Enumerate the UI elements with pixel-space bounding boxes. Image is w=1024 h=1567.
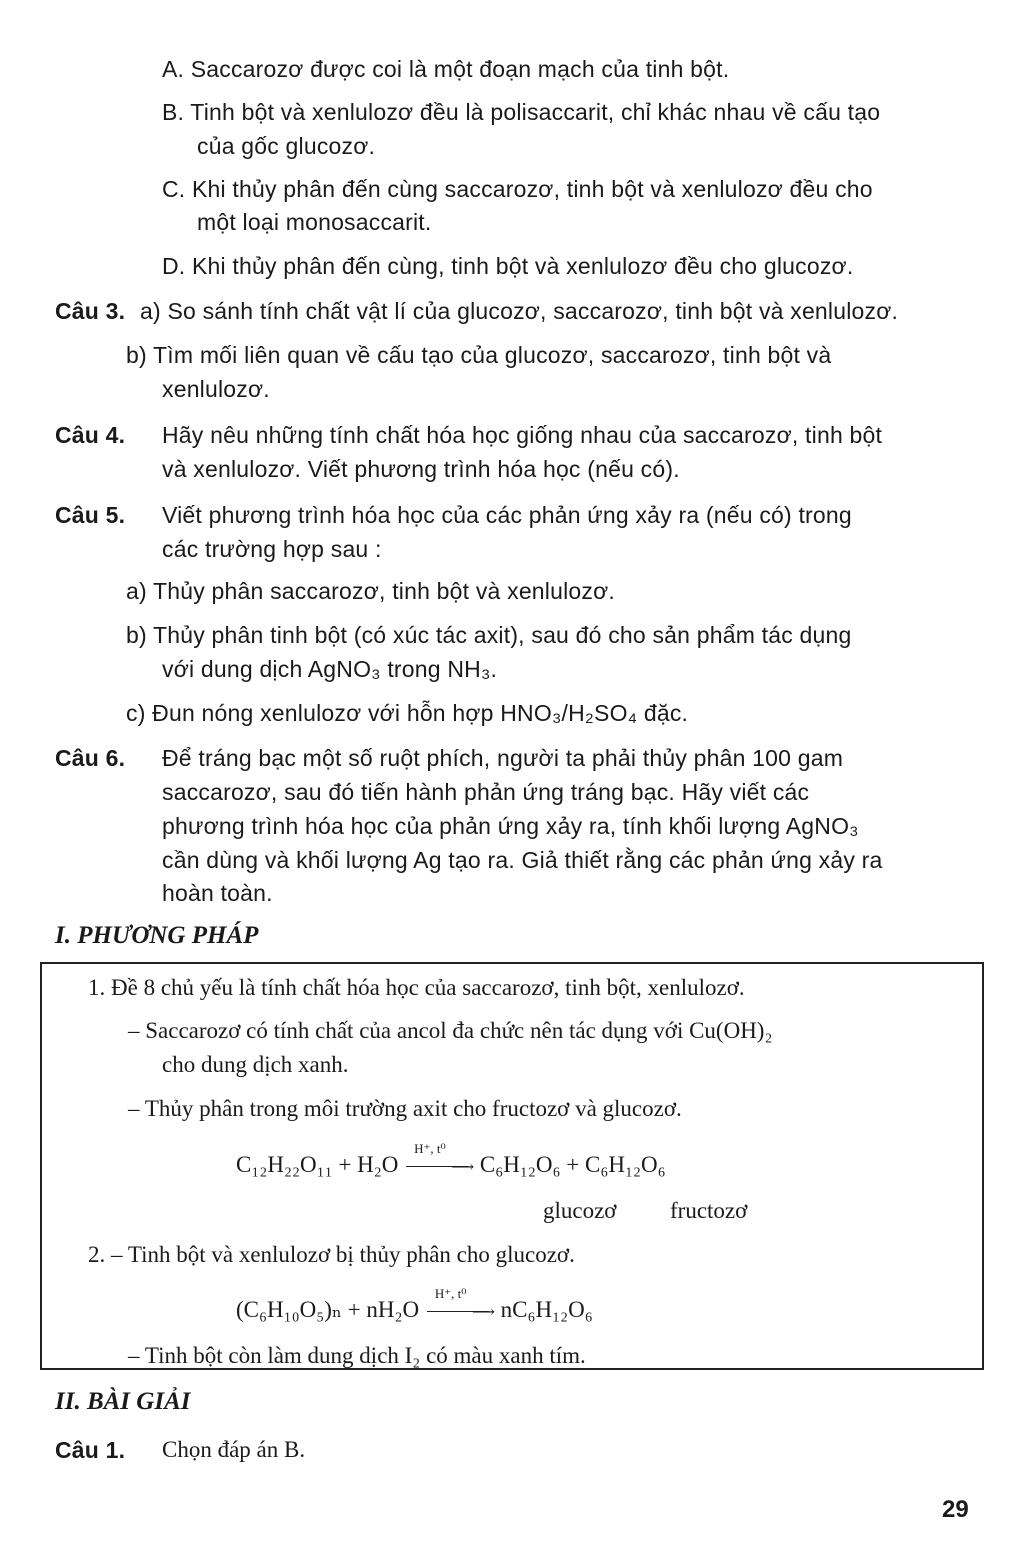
equation-2-condition: H⁺, t⁰ [434, 1285, 467, 1301]
option-a: A. Saccarozơ được coi là một đoạn mạch của tinh bột. [162, 56, 730, 82]
equation-1-label-glucozo: glucozơ [543, 1198, 617, 1223]
equation-1-left: C₁₂H₂₂O₁₁ + H₂O [236, 1152, 399, 1177]
cau6-label: Câu 6. [55, 745, 126, 771]
cau5-c: c) Đun nóng xenlulozơ với hỗn hợp HNO₃/H₂SO₄ đặc. [126, 700, 689, 726]
equation-2 [236, 1285, 593, 1323]
cau5-b-line2: với dung dịch AgNO₃ trong NH₃. [162, 656, 498, 682]
cau4-label: Câu 4. [55, 422, 126, 448]
section-1-title: I. PHƯƠNG PHÁP [55, 922, 259, 949]
cau1-answer: Chọn đáp án B. [162, 1437, 306, 1462]
cau5-label: Câu 5. [55, 502, 126, 528]
option-c-line1: C. Khi thủy phân đến cùng saccarozơ, tinh bột và xenlulozơ đều cho [162, 176, 873, 202]
cau6-line5: hoàn toàn. [162, 880, 273, 906]
cau6-line4: cần dùng và khối lượng Ag tạo ra. Giả thiết rằng các phản ứng xảy ra [162, 847, 883, 873]
cau5-line2: các trường hợp sau : [162, 536, 382, 562]
cau5-a: a) Thủy phân saccarozơ, tinh bột và xenlulozơ. [126, 578, 615, 604]
cau3-b-line1: b) Tìm mối liên quan về cấu tạo của glucozơ, saccarozơ, tinh bột và [126, 342, 832, 368]
option-d: D. Khi thủy phân đến cùng, tinh bột và xenlulozơ đều cho glucozơ. [162, 253, 854, 279]
box-bullet-1-line2: cho dung dịch xanh. [162, 1052, 349, 1077]
equation-2-left: (C₆H₁₀O₅)ₙ + nH₂O [236, 1297, 420, 1322]
equation-2-right: nC₆H₁₂O₆ [500, 1297, 593, 1322]
cau3-b-line2: xenlulozơ. [162, 376, 270, 402]
cau4-line2: và xenlulozơ. Viết phương trình hóa học (nếu có). [162, 456, 680, 482]
equation-1 [236, 1140, 666, 1178]
reaction-arrow-icon: H⁺, t⁰ ⟶ [425, 1302, 495, 1322]
equation-1-condition: H⁺, t⁰ [414, 1140, 446, 1156]
cau6-line3: phương trình hóa học của phản ứng xảy ra, tính khối lượng AgNO₃ [162, 813, 859, 839]
box-item-1: 1. Đề 8 chủ yếu là tính chất hóa học của saccarozơ, tinh bột, xenlulozơ. [88, 975, 745, 1000]
option-b-line1: B. Tinh bột và xenlulozơ đều là polisaccarit, chỉ khác nhau về cấu tạo [162, 99, 881, 125]
equation-1-right: C₆H₁₂O₆ + C₆H₁₂O₆ [479, 1152, 666, 1177]
cau3-label: Câu 3. [55, 298, 126, 324]
option-c-line2: một loại monosaccarit. [197, 209, 432, 235]
page-number: 29 [942, 1496, 969, 1523]
reaction-arrow-icon: H⁺, t⁰ ⟶ [404, 1157, 474, 1177]
box-bullet-2: – Thủy phân trong môi trường axit cho fructozơ và glucozơ. [128, 1096, 682, 1121]
section-2-title: II. BÀI GIẢI [55, 1388, 191, 1415]
box-bullet-1-line1: – Saccarozơ có tính chất của ancol đa chức nên tác dụng với Cu(OH)₂ [128, 1018, 773, 1043]
cau6-line2: saccarozơ, sau đó tiến hành phản ứng tráng bạc. Hãy viết các [162, 779, 810, 805]
cau5-line1: Viết phương trình hóa học của các phản ứng xảy ra (nếu có) trong [162, 502, 852, 528]
cau4-line1: Hãy nêu những tính chất hóa học giống nhau của saccarozơ, tinh bột [162, 422, 883, 448]
cau3-a: a) So sánh tính chất vật lí của glucozơ, saccarozơ, tinh bột và xenlulozơ. [140, 298, 899, 324]
box-bullet-3: – Tinh bột còn làm dung dịch I₂ có màu xanh tím. [128, 1343, 586, 1368]
equation-1-label-fructozo: fructozơ [670, 1198, 748, 1223]
cau5-b-line1: b) Thủy phân tinh bột (có xúc tác axit), sau đó cho sản phẩm tác dụng [126, 622, 852, 648]
box-item-2: 2. – Tinh bột và xenlulozơ bị thủy phân cho glucozơ. [88, 1242, 575, 1267]
cau6-line1: Để tráng bạc một số ruột phích, người ta phải thủy phân 100 gam [162, 745, 844, 771]
cau1-label: Câu 1. [55, 1437, 126, 1463]
option-b-line2: của gốc glucozơ. [197, 133, 376, 159]
